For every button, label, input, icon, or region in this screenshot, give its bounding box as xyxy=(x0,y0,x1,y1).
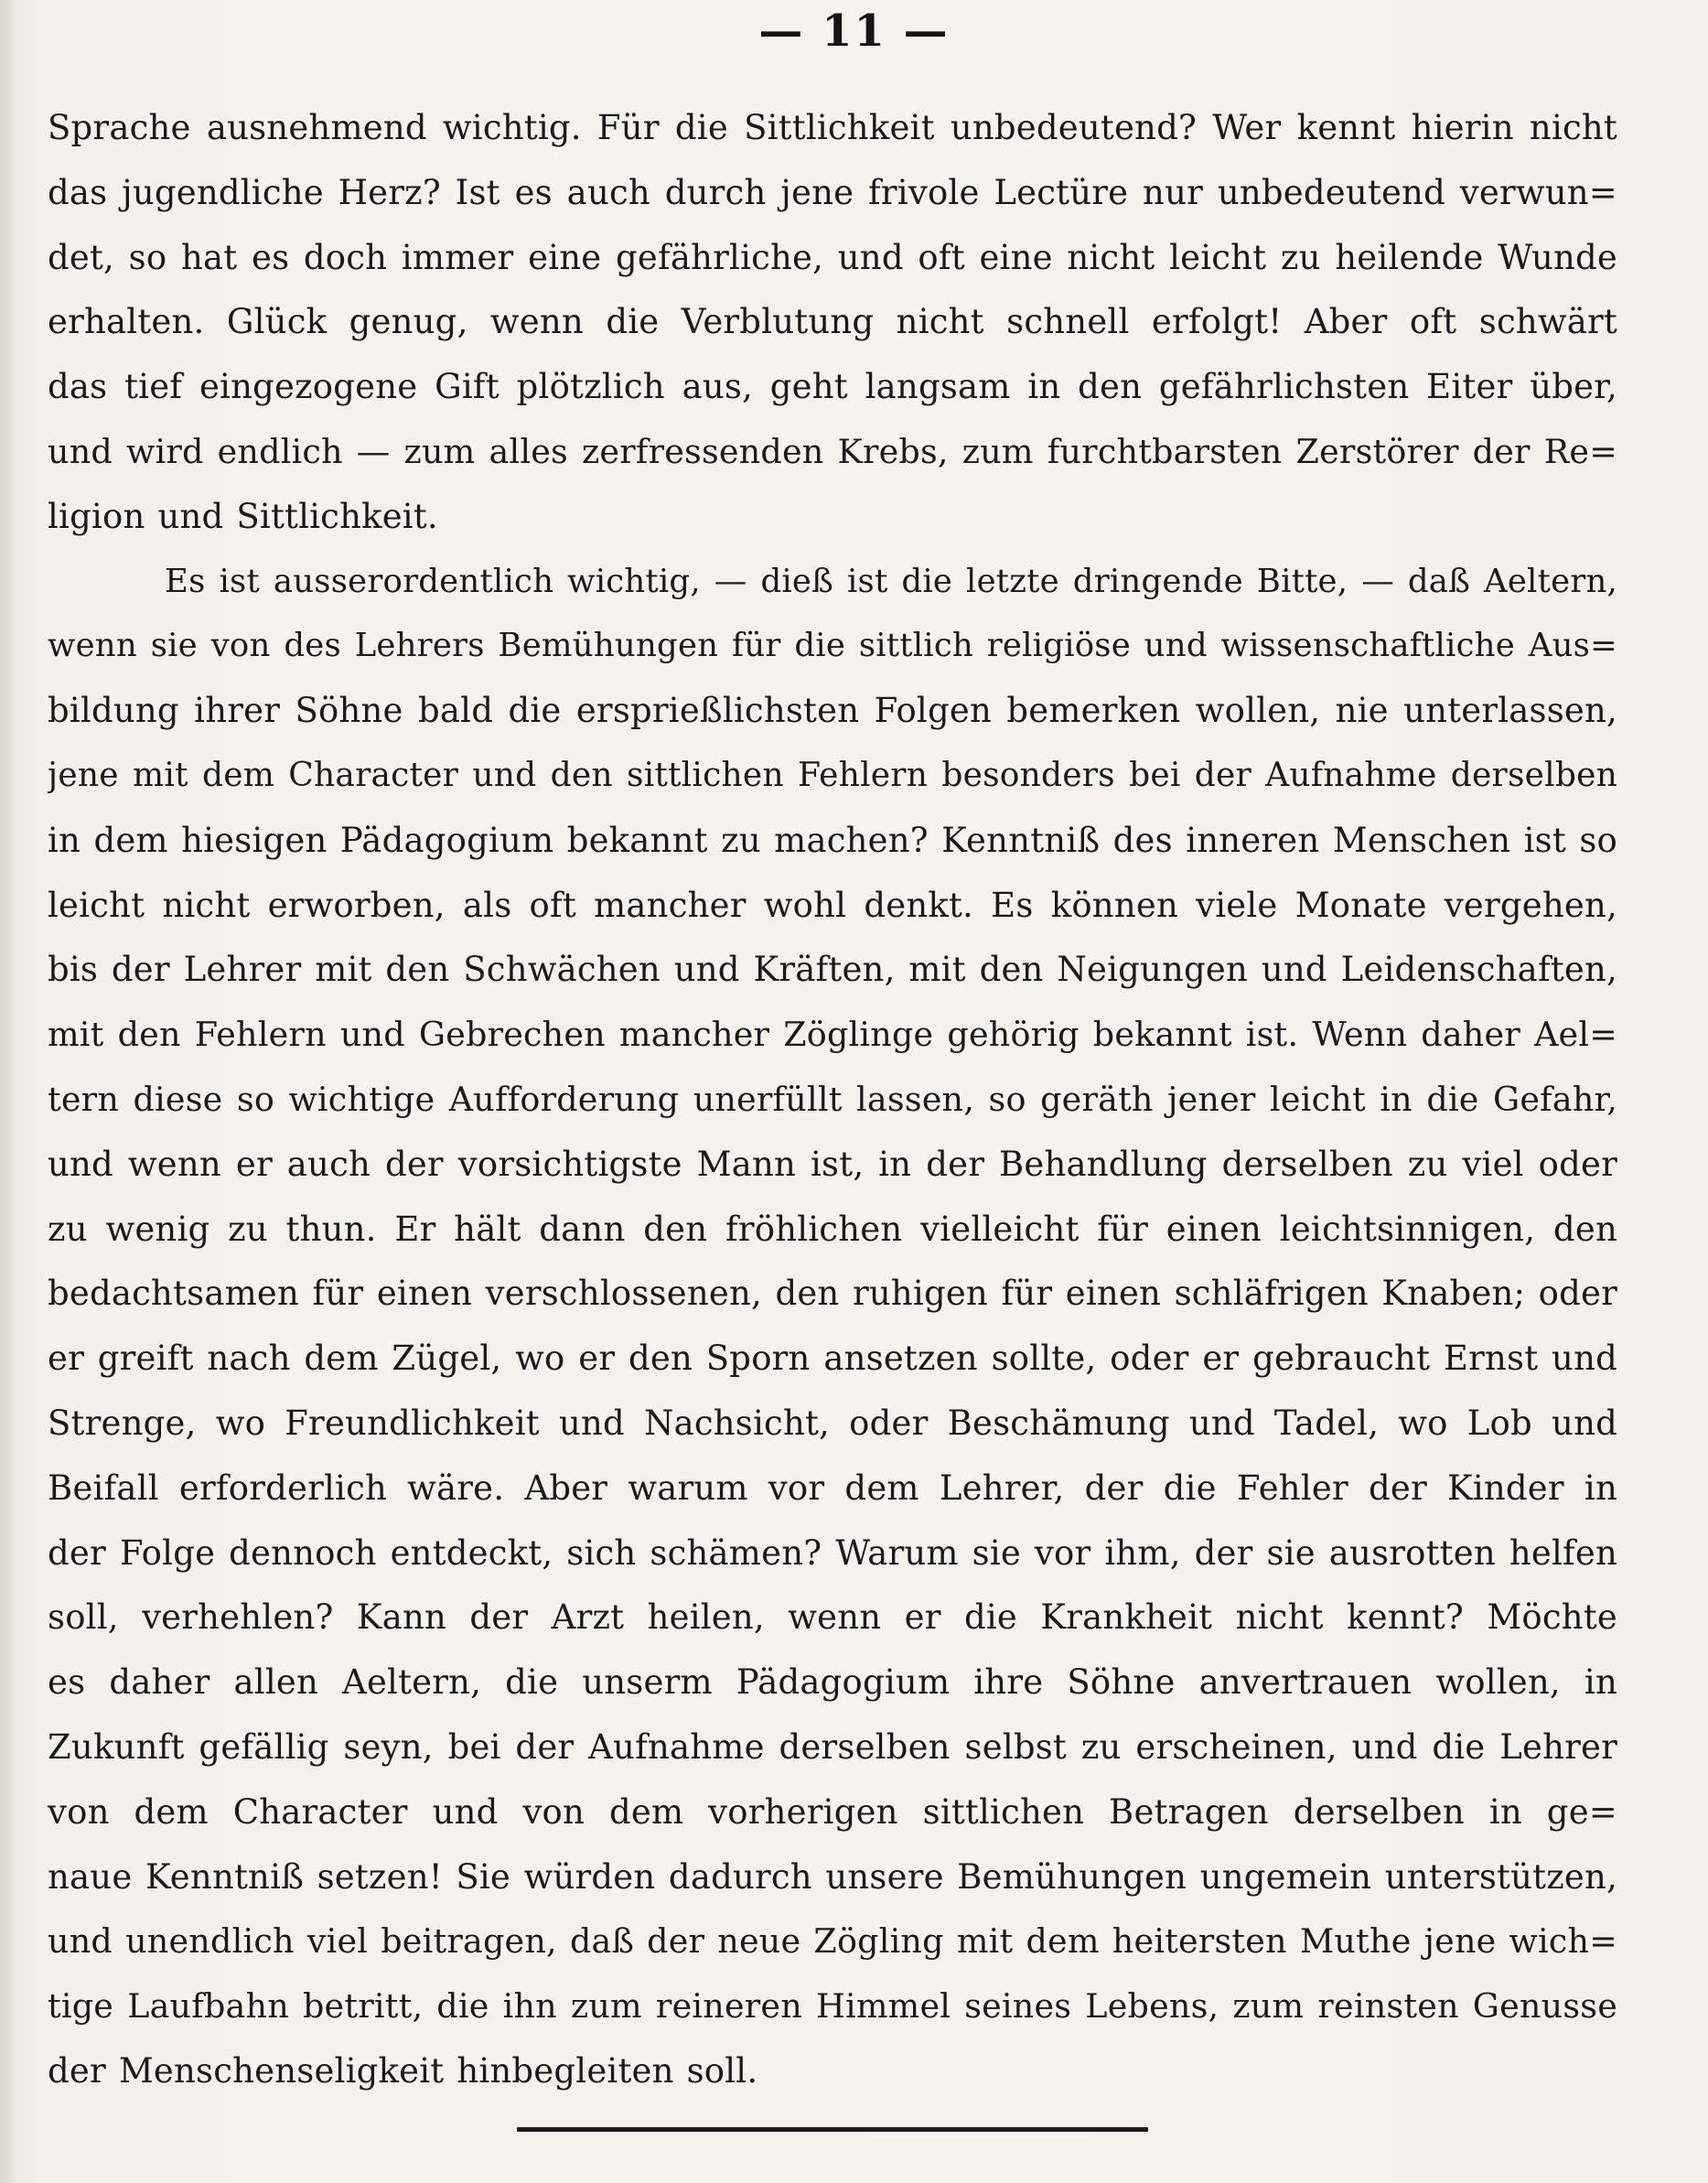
text-line: und wenn er auch der vorsichtigste Mann ist, in der Behandlung derselben zu viel oder xyxy=(48,1144,1617,1184)
text-line: det, so hat es doch immer eine gefährliche, und oft eine nicht leicht zu heilende Wunde xyxy=(48,237,1617,277)
text-line: soll, verhehlen? Kann der Arzt heilen, wenn er die Krankheit nicht kennt? Möchte xyxy=(48,1597,1617,1638)
text-line: leicht nicht erworben, als oft mancher wohl denkt. Es können viele Monate vergehen, xyxy=(48,885,1617,925)
text-line: bis der Lehrer mit den Schwächen und Kräften, mit den Neigungen und Leidenschaften, xyxy=(48,950,1617,990)
text-line: tige Laufbahn betritt, die ihn zum reineren Himmel seines Lebens, zum reinsten Genusse xyxy=(48,1986,1617,2027)
text-line: das jugendliche Herz? Ist es auch durch jene frivole Lectüre nur unbedeutend verwun= xyxy=(48,172,1617,212)
text-line: das tief eingezogene Gift plötzlich aus, geht langsam in den gefährlichsten Eiter über, xyxy=(48,367,1617,407)
text-line: tern diese so wichtige Aufforderung unerfüllt lassen, so geräth jener leicht in die Gefahr, xyxy=(48,1079,1617,1119)
text-line: Zukunft gefällig seyn, bei der Aufnahme derselben selbst zu erscheinen, und die Lehrer xyxy=(48,1726,1617,1767)
text-line: wenn sie von des Lehrers Bemühungen für die sittlich religiöse und wissenschaftliche Aus= xyxy=(48,627,1617,665)
text-line: naue Kenntniß setzen! Sie würden dadurch unsere Bemühungen ungemein unterstützen, xyxy=(48,1856,1617,1897)
text-line: er greift nach dem Zügel, wo er den Sporn ansetzen sollte, oder er gebraucht Ernst und xyxy=(48,1339,1617,1379)
text-line: von dem Character und von dem vorherigen sittlichen Betragen derselben in ge= xyxy=(48,1791,1617,1832)
text-line: ligion und Sittlichkeit. xyxy=(48,496,438,536)
text-line: mit den Fehlern und Gebrechen mancher Zöglinge gehörig bekannt ist. Wenn daher Ael= xyxy=(48,1015,1617,1055)
section-divider-rule xyxy=(517,2127,1148,2132)
text-line: es daher allen Aeltern, die unserm Pädagogium ihre Söhne anvertrauen wollen, in xyxy=(48,1662,1617,1703)
page-number: — 11 — xyxy=(758,5,950,57)
text-line: Strenge, wo Freundlichkeit und Nachsicht, oder Beschämung und Tadel, wo Lob und xyxy=(48,1403,1617,1443)
text-line: jene mit dem Character und den sittlichen Fehlern besonders bei der Aufnahme derselben xyxy=(48,756,1617,794)
text-line: der Menschenseligkeit hinbegleiten soll. xyxy=(48,2050,758,2091)
text-line: zu wenig zu thun. Er hält dann den fröhlichen vielleicht für einen leichtsinnigen, den xyxy=(48,1209,1617,1249)
body-text xyxy=(48,96,1617,2104)
text-line: bedachtsamen für einen verschlossenen, den ruhigen für einen schläfrigen Knaben; oder xyxy=(48,1274,1617,1314)
text-line: in dem hiesigen Pädagogium bekannt zu machen? Kenntniß des inneren Menschen ist so xyxy=(48,820,1617,860)
paragraph-start-line: Es ist ausserordentlich wichtig, — dieß ist die letzte dringende Bitte, — daß Aeltern, xyxy=(165,562,1617,600)
text-line: und unendlich viel beitragen, daß der neue Zögling mit dem heitersten Muthe jene wich= xyxy=(48,1921,1617,1962)
text-line: bildung ihrer Söhne bald die ersprießlichsten Folgen bemerken wollen, nie unterlassen, xyxy=(48,691,1617,731)
text-line: der Folge dennoch entdeckt, sich schämen? Warum sie vor ihm, der sie ausrotten helfen xyxy=(48,1532,1617,1573)
text-line: Beifall erforderlich wäre. Aber warum vor dem Lehrer, der die Fehler der Kinder in xyxy=(48,1468,1617,1508)
text-line: Sprache ausnehmend wichtig. Für die Sittlichkeit unbedeutend? Wer kennt hierin nicht xyxy=(48,108,1617,147)
text-line: erhalten. Glück genug, wenn die Verblutung nicht schnell erfolgt! Aber oft schwärt xyxy=(48,302,1617,342)
text-line: und wird endlich — zum alles zerfressenden Krebs, zum furchtbarsten Zerstörer der Re= xyxy=(48,431,1617,471)
